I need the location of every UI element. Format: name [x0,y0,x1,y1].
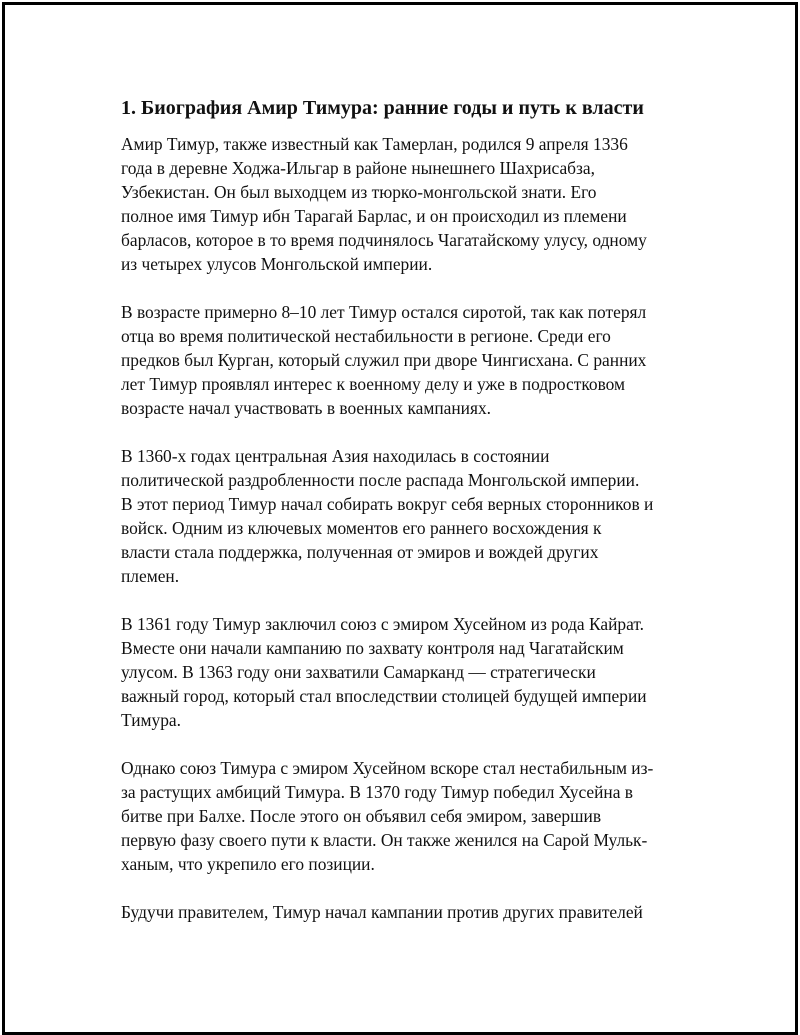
text-line: В 1361 году Тимур заключил союз с эмиром Хусейном из рода Кайрат. [121,614,644,634]
text-line: ханым, что укрепило его позиции. [121,854,375,874]
paragraph [121,612,693,732]
text-line: первую фазу своего пути к власти. Он также женился на Сарой Мульк- [121,830,648,850]
text-line: власти стала поддержка, полученная от эмиров и вождей других [121,542,599,562]
text-line: Тимура. [121,710,181,730]
paragraph [121,756,693,876]
text-line: важный город, который стал впоследствии столицей будущей империи [121,686,647,706]
text-line: предков был Курган, который служил при дворе Чингисхана. С ранних [121,350,647,370]
text-line: племен. [121,566,180,586]
text-line: года в деревне Ходжа-Ильгар в районе нынешнего Шахрисабза, [121,158,595,178]
text-line: полное имя Тимур ибн Тарагай Барлас, и он происходил из племени [121,206,627,226]
text-line: войск. Одним из ключевых моментов его раннего восхождения к [121,518,602,538]
text-line: Вместе они начали кампанию по захвату контроля над Чагатайским [121,638,624,658]
text-line: В этот период Тимур начал собирать вокруг себя верных сторонников и [121,494,654,514]
page-frame [2,2,798,1035]
paragraph [121,300,693,420]
text-line: барласов, которое в то время подчинялось Чагатайскому улусу, одному [121,230,647,250]
text-line: возрасте начал участвовать в военных кампаниях. [121,398,492,418]
paragraph [121,132,693,276]
document-body [121,91,693,948]
paragraph [121,444,693,588]
text-line: В возрасте примерно 8–10 лет Тимур остался сиротой, так как потерял [121,302,647,322]
text-line: политической раздробленности после распада Монгольской империи. [121,470,640,490]
text-line: В 1360-х годах центральная Азия находилась в состоянии [121,446,550,466]
text-line: за растущих амбиций Тимура. В 1370 году Тимур победил Хусейна в [121,782,633,802]
text-line: битве при Балхе. После этого он объявил себя эмиром, завершив [121,806,602,826]
text-line: Узбекистан. Он был выходцем из тюрко-монгольской знати. Его [121,182,597,202]
text-line: из четырех улусов Монгольской империи. [121,254,433,274]
text-line: улусом. В 1363 году они захватили Самарканд — стратегически [121,662,596,682]
text-line: отца во время политической нестабильности в регионе. Среди его [121,326,611,346]
text-line: Однако союз Тимура с эмиром Хусейном вскоре стал нестабильным из- [121,758,654,778]
text-line: лет Тимур проявлял интерес к военному делу и уже в подростковом [121,374,626,394]
text-line: Будучи правителем, Тимур начал кампании против других правителей [121,902,643,922]
section-heading: 1. Биография Амир Тимура: ранние годы и путь к власти [121,97,644,119]
paragraph [121,900,693,924]
text-line: Амир Тимур, также известный как Тамерлан, родился 9 апреля 1336 [121,134,628,154]
